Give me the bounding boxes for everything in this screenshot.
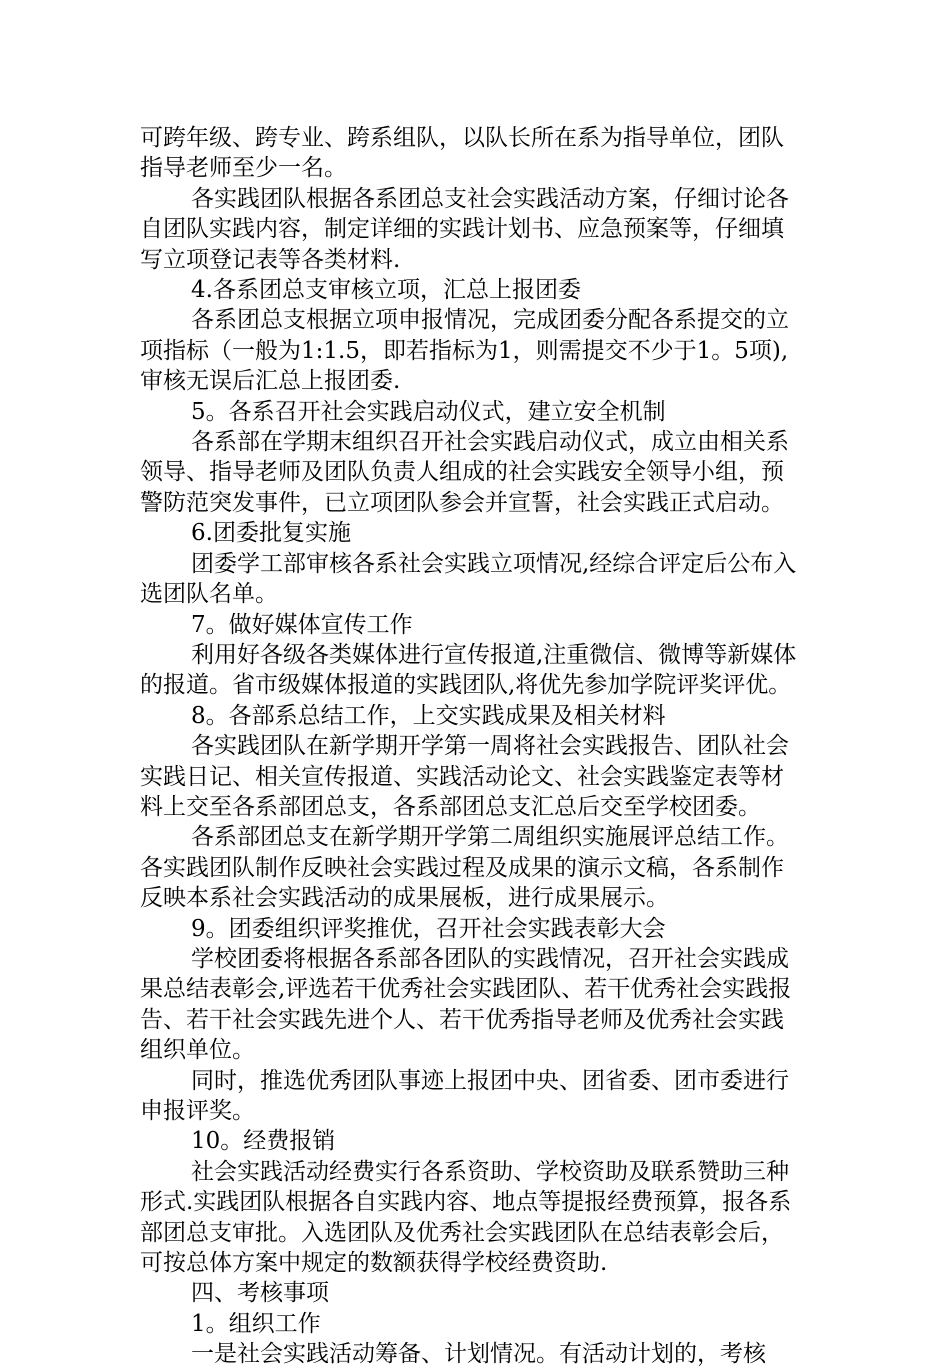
body-paragraph: 5。各系召开社会实践启动仪式，建立安全机制 [191,398,666,425]
body-paragraph: 各系部在学期末组织召开社会实践启动仪式，成立由相关系领导、指导老师及团队负责人组成的社会实践安全领导小组，预警防范突发事件，已立项团队参会并宣誓，社会实践正式启动。 [140,429,789,516]
body-paragraph: 1。组织工作 [191,1310,321,1337]
body-paragraph: 7。做好媒体宣传工作 [191,611,413,638]
body-paragraph: 各系团总支根据立项申报情况，完成团委分配各系提交的立项指标（一般为1:1.5，即若指标为1，则需提交不少于1。5项),审核无误后汇总上报团委. [140,307,789,395]
body-paragraph: 团委学工部审核各系社会实践立项情况,经综合评定后公布入选团队名单。 [140,550,797,608]
body-paragraph: 4.各系团总支审核立项，汇总上报团委 [191,277,581,304]
body-paragraph: 利用好各级各类媒体进行宣传报道,注重微信、微博等新媒体的报道。省市级媒体报道的实践团队,将优先参加学院评奖评优。 [140,641,797,699]
body-paragraph: 8。各部系总结工作，上交实践成果及相关材料 [191,702,666,729]
body-paragraph: 一是社会实践活动筹备、计划情况。有活动计划的，考核 [191,1341,766,1368]
body-paragraph: 各系部团总支在新学期开学第二周组织实施展评总结工作。各实践团队制作反映社会实践过程及成果的演示文稿，各系制作反映本系社会实践活动的成果展板，进行成果展示。 [140,824,789,912]
body-paragraph: 9。团委组织评奖推优，召开社会实践表彰大会 [191,915,666,942]
body-paragraph: 可跨年级、跨专业、跨系组队，以队长所在系为指导单位，团队指导老师至少一名。 [140,125,784,182]
document-body [140,123,800,1370]
body-paragraph: 学校团委将根据各系部各团队的实践情况，召开社会实践成果总结表彰会,评选若干优秀社会实践团队、若干优秀社会实践报告、若干社会实践先进个人、若干优秀指导老师及优秀社会实践组织单位。 [140,945,792,1064]
body-paragraph: 各实践团队根据各系团总支社会实践活动方案，仔细讨论各自团队实践内容，制定详细的实践计划书、应急预案等，仔细填写立项登记表等各类材料. [140,185,789,273]
body-paragraph: 各实践团队在新学期开学第一周将社会实践报告、团队社会实践日记、相关宣传报道、实践活动论文、社会实践鉴定表等材料上交至各系部团总支，各系部团总支汇总后交至学校团委。 [140,733,789,820]
body-paragraph: 社会实践活动经费实行各系资助、学校资助及联系赞助三种形式.实践团队根据各自实践内容、地点等提报经费预算，报各系部团总支审批。入选团队及优秀社会实践团队在总结表彰会后，可按总体方案中规定的数额获得学校经费资助. [140,1158,792,1277]
body-paragraph: 6.团委批复实施 [191,520,351,547]
body-paragraph: 四、考核事项 [191,1280,329,1307]
body-paragraph: 10。经费报销 [191,1128,336,1155]
body-paragraph: 同时，推选优秀团队事迹上报团中央、团省委、团市委进行申报评奖。 [140,1067,789,1124]
